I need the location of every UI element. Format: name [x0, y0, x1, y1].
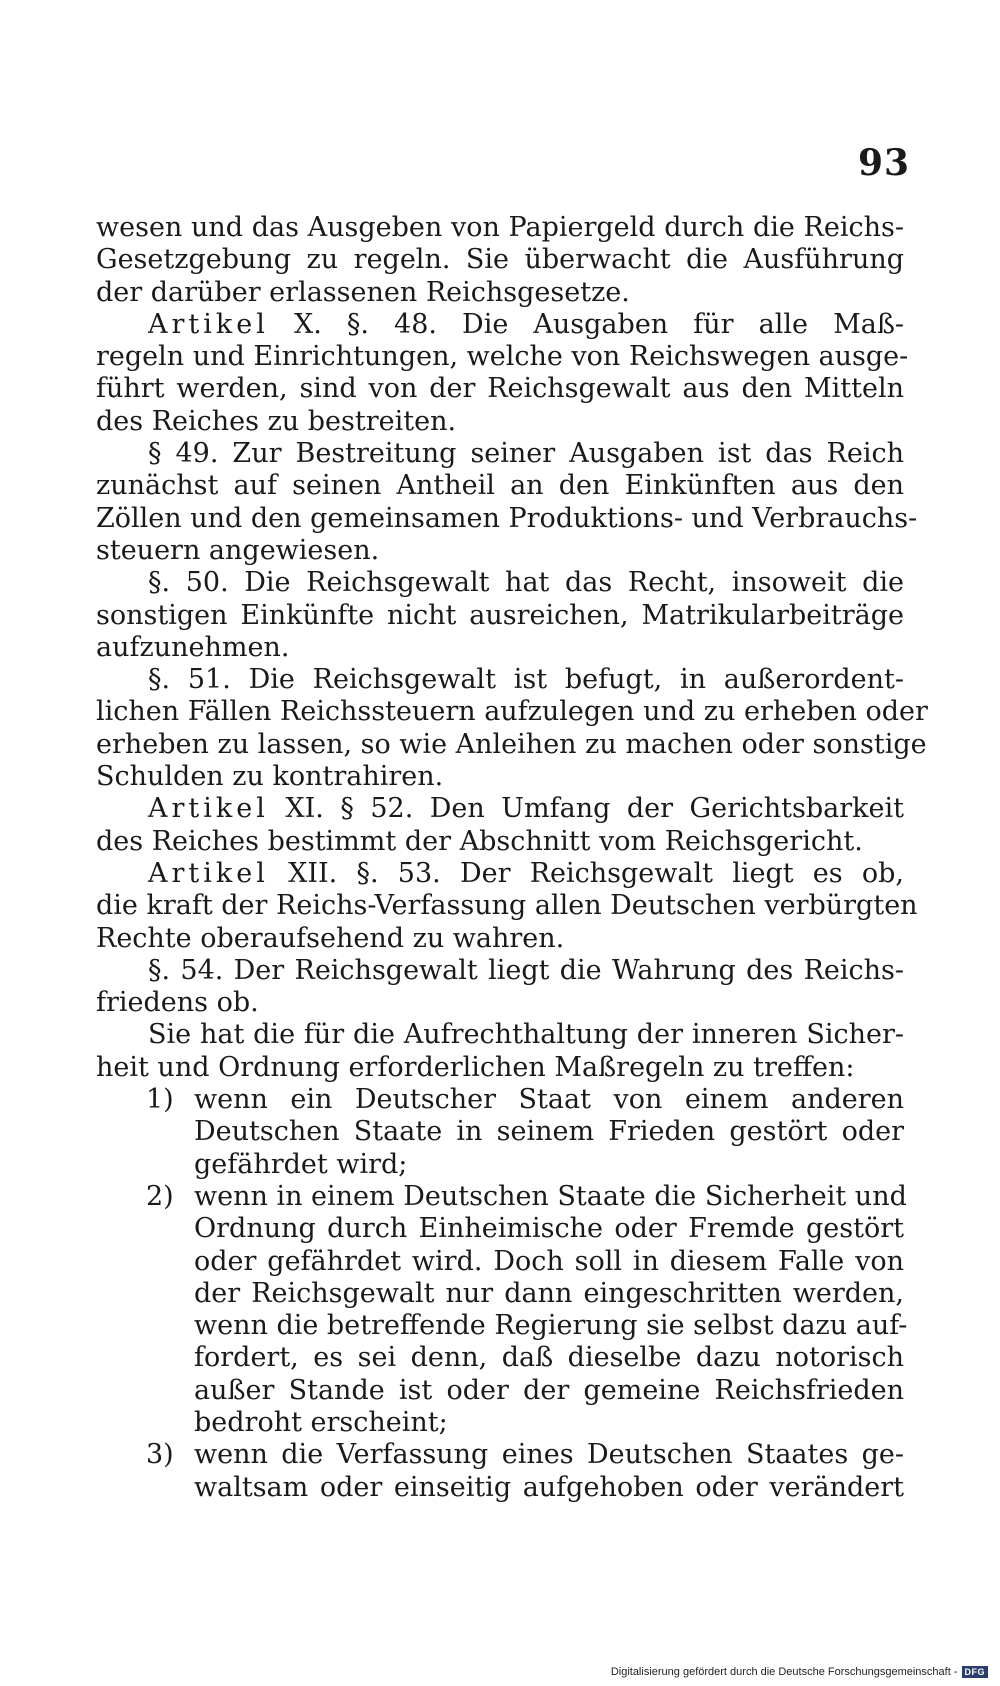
text-line: Deutschen Staate in seinem Frieden gestört oder: [194, 1116, 904, 1148]
text-line: oder gefährdet wird. Doch soll in diesem Falle von: [194, 1245, 904, 1277]
article-heading-line: [96, 793, 904, 825]
text-line: bedroht erscheint;: [194, 1406, 448, 1438]
text-line: der darüber erlassenen Reichsgesetze.: [96, 276, 630, 308]
text-line: Zöllen und den gemeinsamen Produktions- und Verbrauchs-: [96, 502, 918, 534]
list-item-3: [96, 1439, 904, 1471]
text-line: aufzunehmen.: [96, 631, 290, 663]
list-item-text: wenn ein Deutscher Staat von einem anderen: [194, 1084, 904, 1116]
text-line: gefährdet wird;: [194, 1148, 408, 1180]
article-label: Artikel: [148, 857, 269, 889]
text-line: Schulden zu kontrahiren.: [96, 761, 444, 793]
article-rest: XII. §. 53. Der Reichsgewalt liegt es ob,: [288, 857, 904, 889]
text-line: §. 54. Der Reichsgewalt liegt die Wahrung des Reichs-: [148, 954, 904, 986]
text-line: des Reiches zu bestreiten.: [96, 405, 457, 437]
text-line: regeln und Einrichtungen, welche von Reichswegen ausge-: [96, 341, 909, 373]
text-line: friedens ob.: [96, 987, 259, 1019]
dfg-logo: DFG: [962, 1666, 989, 1678]
page-text: [96, 212, 928, 1504]
text-line: wesen und das Ausgeben von Papiergeld durch die Reichs-: [96, 212, 904, 243]
article-rest: XI. § 52. Den Umfang der Gerichtsbarkeit: [285, 793, 904, 825]
article-heading-line: [96, 858, 904, 890]
page-number: 93: [858, 142, 911, 184]
credit-text: Digitalisierung gefördert durch die Deutsche Forschungsgemeinschaft -: [610, 1666, 958, 1678]
text-line: § 49. Zur Bestreitung seiner Ausgaben ist das Reich: [148, 438, 904, 470]
text-line: steuern angewiesen.: [96, 534, 380, 566]
text-line: die kraft der Reichs-Verfassung allen Deutschen verbürgten: [96, 890, 918, 922]
list-number: 2): [146, 1180, 174, 1212]
digitization-credit: [608, 1664, 988, 1680]
text-line: außer Stande ist oder der gemeine Reichsfrieden: [194, 1374, 904, 1406]
text-line: erheben zu lassen, so wie Anleihen zu machen oder sonstige: [96, 728, 927, 760]
list-item-text: wenn die Verfassung eines Deutschen Staates ge-: [194, 1439, 904, 1471]
article-rest: X. §. 48. Die Ausgaben für alle Maß-: [293, 308, 904, 340]
text-line: §. 50. Die Reichsgewalt hat das Recht, insoweit die: [148, 567, 904, 599]
list-number: 3): [146, 1439, 174, 1471]
article-label: Artikel: [148, 793, 269, 825]
list-item-text: wenn in einem Deutschen Staate die Sicherheit und: [194, 1180, 907, 1212]
list-item-2: [96, 1180, 907, 1213]
text-line: des Reiches bestimmt der Abschnitt vom Reichsgericht.: [96, 825, 863, 857]
article-heading-line: [96, 309, 904, 341]
text-line: Gesetzgebung zu regeln. Sie überwacht die Ausführung: [96, 244, 904, 276]
text-line: heit und Ordnung erforderlichen Maßregeln zu treffen:: [96, 1051, 855, 1083]
text-line: zunächst auf seinen Antheil an den Einkünften aus den: [96, 470, 904, 502]
text-line: Rechte oberaufsehend zu wahren.: [96, 922, 565, 954]
text-line: Ordnung durch Einheimische oder Fremde gestört: [194, 1213, 904, 1245]
text-line: fordert, es sei denn, daß dieselbe dazu notorisch: [194, 1342, 904, 1374]
list-item-1: [96, 1084, 904, 1116]
text-line: sonstigen Einkünfte nicht ausreichen, Matrikularbeiträge: [96, 599, 904, 631]
text-line: Sie hat die für die Aufrechthaltung der inneren Sicher-: [148, 1019, 904, 1051]
text-line: waltsam oder einseitig aufgehoben oder verändert: [194, 1471, 904, 1503]
text-line: §. 51. Die Reichsgewalt ist befugt, in außerordent-: [148, 664, 904, 696]
list-number: 1): [146, 1084, 174, 1116]
text-line: der Reichsgewalt nur dann eingeschritten werden,: [194, 1277, 904, 1309]
text-line: lichen Fällen Reichssteuern aufzulegen und zu erheben oder: [96, 696, 928, 728]
text-line: wenn die betreffende Regierung sie selbst dazu auf-: [194, 1310, 908, 1342]
text-line: führt werden, sind von der Reichsgewalt aus den Mitteln: [96, 373, 904, 405]
article-label: Artikel: [148, 308, 269, 340]
